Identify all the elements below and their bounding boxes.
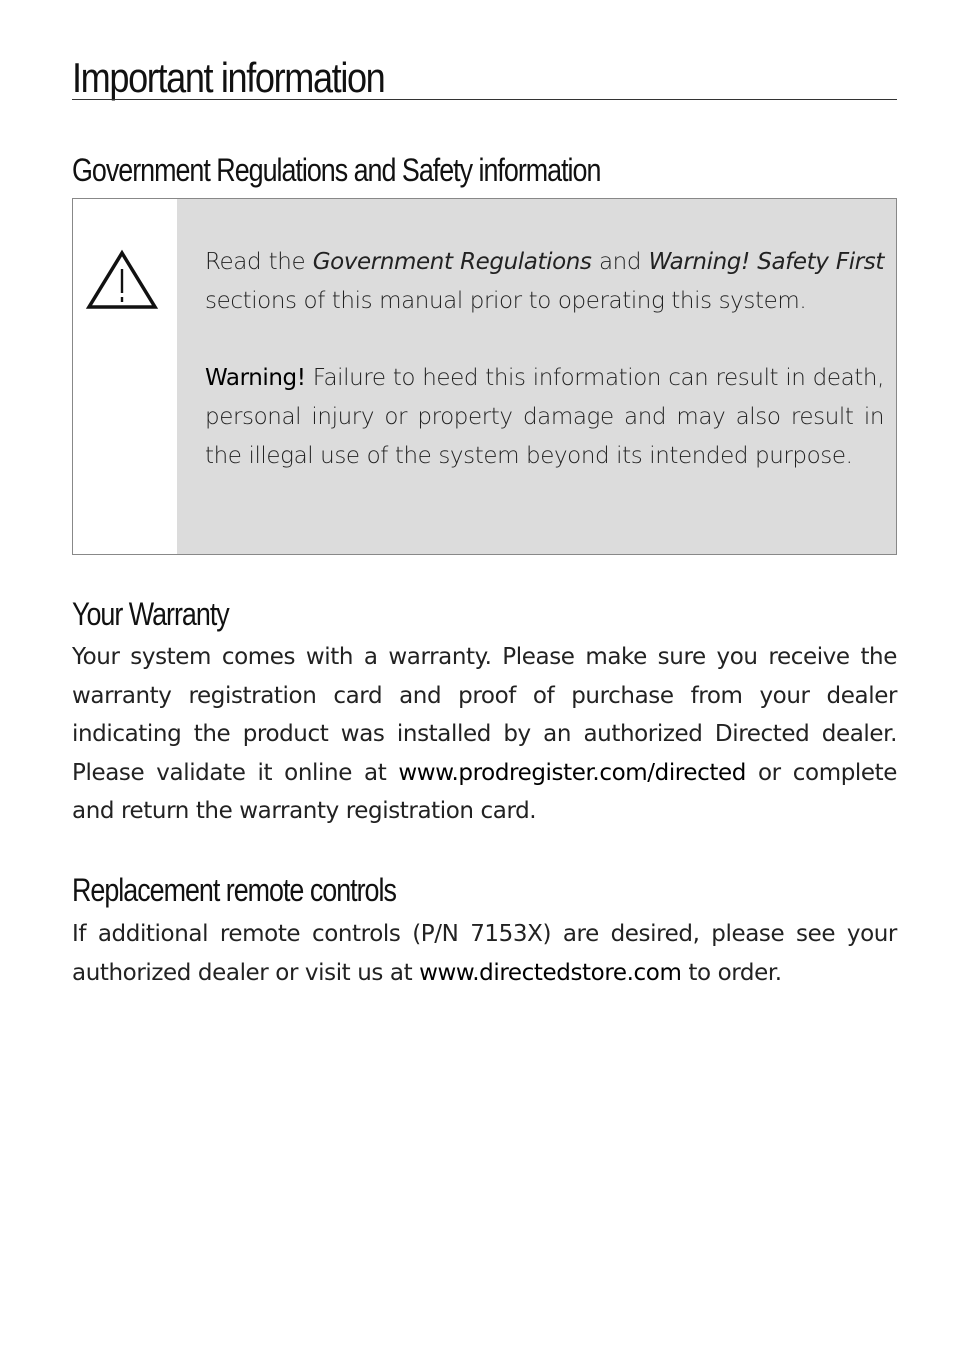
remote-text-post: to order. — [681, 959, 782, 986]
safety-instruction-paragraph — [205, 243, 884, 321]
warning-label: Warning! — [205, 365, 306, 391]
remote-text-pre: If additional remote controls (P/N 7153X) are desired, please see your authorized dealer or visit us at — [72, 921, 897, 986]
warning-text: Failure to heed this information can result in death, personal injury or property damage and may also result in the illegal use of the system beyond its intended purpose. — [205, 365, 884, 469]
directedstore-link[interactable]: www.directedstore.com — [419, 959, 682, 986]
para1-mid: and — [591, 249, 649, 275]
safety-first-ref: Warning! Safety First — [648, 249, 884, 275]
safety-heading: Government Regulations and Safety information — [72, 152, 601, 188]
warranty-paragraph — [72, 638, 897, 831]
warranty-heading: Your Warranty — [72, 596, 229, 632]
para1-pre: Read the — [205, 249, 313, 275]
remote-paragraph — [72, 915, 897, 992]
warning-paragraph — [205, 359, 884, 476]
warning-triangle-icon — [85, 249, 159, 311]
prodregister-link[interactable]: www.prodregister.com/directed — [398, 759, 746, 786]
gov-regulations-ref: Government Regulations — [312, 249, 592, 275]
title-rule — [72, 99, 897, 100]
safety-icon-column — [73, 199, 177, 554]
warranty-text-pre: Your system comes with a warranty. Please make sure you receive the warranty registration card and proof of purchase from your dealer indicating the product was installed by an authorized Directed dealer. Please validate it online at — [72, 644, 897, 786]
para1-post: sections of this manual prior to operating this system. — [205, 288, 807, 314]
safety-notice-box — [72, 198, 897, 555]
remote-heading: Replacement remote controls — [72, 872, 396, 908]
safety-text-column — [177, 199, 896, 554]
page-title: Important information — [72, 54, 385, 101]
title-row — [72, 52, 897, 104]
warranty-text-post: or complete and return the warranty registration card. — [72, 759, 898, 824]
